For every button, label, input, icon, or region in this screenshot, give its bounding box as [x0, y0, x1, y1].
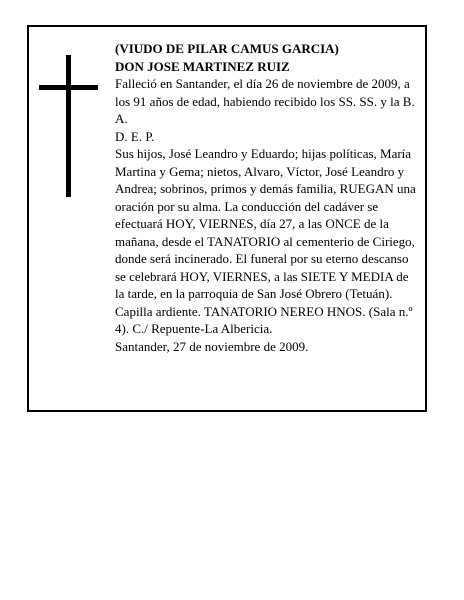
deceased-name: DON JOSE MARTINEZ RUIZ: [115, 58, 290, 74]
obituary-text: [115, 40, 417, 355]
death-paragraph: Falleció en Santander, el día 26 de noviembre de 2009, a los 91 años de edad, habiendo recibido los SS. SS. y la B. A.: [115, 76, 415, 126]
rip-line: D. E. P.: [115, 128, 155, 144]
obituary-notice: [27, 25, 427, 412]
cross-vertical-bar: [66, 55, 71, 197]
widower-line: (VIUDO DE PILAR CAMUS GARCIA): [115, 41, 339, 56]
cross-horizontal-bar: [39, 85, 98, 90]
chapel-paragraph: Capilla ardiente. TANATORIO NEREO HNOS. (Sala n.º 4). C./ Repuente-La Albericia.: [115, 303, 413, 336]
place-date: Santander, 27 de noviembre de 2009.: [115, 338, 309, 354]
family-paragraph: Sus hijos, José Leandro y Eduardo; hijas políticas, María Martina y Gema; nietos, Alvaro, Víctor, José Leandro y Andrea; sobrinos, primos y demás familia, RUEGAN una oración por su alma. La conducción del cadáver se efectuará HOY, VIERNES, día 27, a las ONCE de la mañana, desde el TANATORIO al cementerio de Ciriego, donde será incinerado. El funeral por su eterno descanso se celebrará HOY, VIERNES, a las SIETE Y MEDIA de la tarde, en la parroquia de San José Obrero (Tetuán).: [115, 146, 416, 301]
cross-icon: [39, 55, 98, 197]
